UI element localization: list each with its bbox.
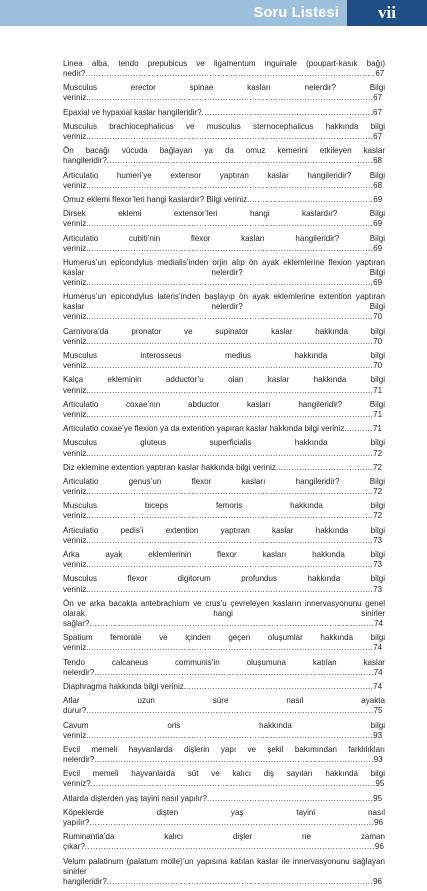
- dot-leader: ..........: [346, 424, 373, 434]
- question-text: Humerus’un epicondylus lateris’inden başlayıp ön ayak eklemlerine extention yaptıran kaslar nelerdir? Bilgi veriniz.: [63, 292, 385, 322]
- dot-leader: .......................................................................: [186, 681, 374, 691]
- question-text: Musculus biceps femoris hakkında bilgi veriniz.: [63, 501, 385, 521]
- page-ref: 69: [373, 278, 383, 288]
- dot-leader: ............................................................................................................: [90, 779, 376, 789]
- question-entry: [63, 721, 385, 741]
- page-ref: 69: [373, 219, 383, 229]
- question-entry: [63, 808, 385, 828]
- question-entry: [63, 424, 385, 434]
- section-title: Soru Listesi: [253, 5, 339, 21]
- dot-leader: ............................................................................................................: [88, 535, 374, 545]
- dot-leader: ............................................................................................................: [88, 584, 374, 594]
- page-number: vii: [347, 0, 427, 26]
- question-entry: [63, 438, 385, 458]
- question-entry: [63, 599, 385, 629]
- question-entry: [63, 501, 385, 521]
- question-text: Articulatio genus’un flexor kasları hangileridir? Bilgi veriniz.: [63, 477, 385, 497]
- question-entry: [63, 794, 385, 804]
- dot-leader: .............................................................................................................: [86, 706, 374, 716]
- question-entry: [63, 59, 385, 79]
- question-entry: [63, 857, 385, 887]
- page-ref: 69: [373, 243, 383, 253]
- question-entry: [63, 696, 385, 716]
- dot-leader: ............................................................................................................: [89, 618, 375, 628]
- dot-leader: ............................................................................................................: [88, 312, 374, 322]
- page-ref: 67: [373, 132, 383, 142]
- question-text: Köpeklerde dişten yaş tayini nasıl yapılır?: [63, 807, 385, 827]
- question-entry: [63, 375, 385, 395]
- dot-leader: ............................................................................................................: [88, 336, 374, 346]
- question-entry: [63, 108, 385, 118]
- dot-leader: ..............................................................................................................: [85, 69, 376, 79]
- question-text: Evcil memeli hayvanlarda süt ve kalıcı diş sayıları hakkında bilgi veriniz?: [63, 769, 385, 789]
- page-ref: 73: [373, 584, 383, 594]
- question-entry: [63, 550, 385, 570]
- dot-leader: ...............................................................: [207, 793, 374, 803]
- question-entry: [63, 658, 385, 678]
- question-text: Articulatio coxae’nın abductor kasları hangileridir? Bilgi veriniz.: [63, 399, 385, 419]
- question-text: Musculus erector spinae kasları nelerdir? Bilgi veriniz.: [63, 83, 385, 103]
- header-bar: [0, 0, 427, 26]
- page-ref: 93: [373, 730, 383, 740]
- question-text: Humerus’un epicondylus medialis’inden orjin alıp ön ayak eklemlerine flexion yaptıran kaslar nelerdir? Bilgi veriniz.: [63, 258, 385, 288]
- page-ref: 74: [373, 643, 383, 653]
- question-text: Articulatio pedis’i extention yaptıran kaslar hakkında bilgi veriniz.: [63, 525, 385, 545]
- question-entry: [63, 574, 385, 594]
- question-text: Ön ve arka bacakta antebrachium ve crus’u çevreleyen kasların innervasyonunu genel olarak hangi sinirler sağlar?: [63, 598, 385, 628]
- dot-leader: ....................................: [278, 462, 374, 472]
- question-entry: [63, 234, 385, 254]
- dot-leader: ............................................................................................................: [88, 511, 374, 521]
- question-entry: [63, 477, 385, 497]
- question-text: Ruminantia’da kalıcı dişler ne zaman çıkar?: [63, 832, 385, 852]
- page-ref: 72: [373, 487, 383, 497]
- page-ref: 69: [373, 195, 383, 205]
- question-text: Tendo calcaneus communis’in oluşumuna katılan kaslar nelerdir?: [63, 657, 385, 677]
- question-list: [63, 59, 385, 891]
- question-text: Kalça ekleminin adductor’u olan kaslar hakkında bilgi veriniz.: [63, 375, 385, 395]
- page-ref: 73: [373, 560, 383, 570]
- page-ref: 95: [373, 793, 383, 803]
- question-entry: [63, 209, 385, 229]
- question-entry: [63, 146, 385, 166]
- question-text: Musculus interosseus medius hakkında bilgi veriniz.: [63, 351, 385, 371]
- page-ref: 67: [373, 107, 382, 117]
- dot-leader: .....................................................................................................: [106, 876, 374, 886]
- dot-leader: ............................................................................................................: [88, 93, 374, 103]
- page-ref: 96: [373, 876, 383, 886]
- question-text: Diz eklemine extention yaptıran kaslar hakkında bilgi veriniz.: [63, 462, 279, 472]
- question-entry: [63, 122, 385, 142]
- question-text: Articulatio coxae’ye flexion ya da extention yapıran kaslar hakkında bilgi veriniz.: [63, 424, 347, 434]
- question-text: Omuz eklemi flexor’leri hangi kaslardır? Bilgi veriniz.: [63, 195, 250, 205]
- question-entry: [63, 400, 385, 420]
- question-text: Articulatio cubiti’nin flexor kasları hangileridir? Bilgi veriniz.: [63, 233, 385, 253]
- question-entry: [63, 258, 385, 288]
- page-ref: 74: [373, 667, 383, 677]
- page-ref: 75: [373, 706, 383, 716]
- page-ref: 72: [373, 462, 382, 472]
- page-ref: 70: [373, 312, 383, 322]
- page-ref: 71: [373, 385, 383, 395]
- page-ref: 70: [373, 336, 383, 346]
- dot-leader: ..........................................................................................................: [94, 754, 374, 764]
- dot-leader: ............................................................................................................: [89, 817, 375, 827]
- question-text: Musculus brachiocephalicus ve musculus sternocephalicus hakkında bilgi veriniz.: [63, 121, 385, 142]
- page-ref: 72: [373, 511, 383, 521]
- dot-leader: .....................................................................................................: [106, 156, 374, 166]
- question-entry: [63, 832, 385, 852]
- page-ref: 67: [375, 69, 385, 79]
- dot-leader: ............................................................................................................: [88, 643, 374, 653]
- question-text: Evcil memeli hayvanlarda dişlerin yapı ve şekil bakımından farklılıkları nelerdir?: [63, 744, 385, 764]
- dot-leader: ............................................................................................................: [88, 132, 374, 142]
- question-text: Cavum oris hakkında bilgi veriniz.: [63, 720, 385, 740]
- dot-leader: ............................................................................................................: [88, 385, 374, 395]
- question-text: Musculus gluteus superficialis hakkında bilgi veriniz.: [63, 438, 385, 458]
- dot-leader: ............................................................................................................: [88, 560, 374, 570]
- page-ref: 96: [374, 842, 384, 852]
- question-text: Diaphragma hakkında bilgi veriniz.: [63, 681, 187, 691]
- question-entry: [63, 292, 385, 322]
- dot-leader: .................................................................: [201, 107, 373, 117]
- dot-leader: ...............................................: [249, 195, 374, 205]
- question-text: Musculus flexor digitorum profundus hakkında bilgi veriniz.: [63, 574, 385, 594]
- question-text: Spatium femorale ve içinden geçen oluşumlar hakkında bilgi veriniz.: [63, 633, 385, 653]
- question-entry: [63, 195, 385, 205]
- page-ref: 70: [373, 361, 383, 371]
- question-entry: [63, 769, 385, 789]
- page-ref: 72: [373, 448, 383, 458]
- page-ref: 96: [374, 817, 383, 827]
- question-entry: [63, 351, 385, 371]
- page-ref: 74: [373, 681, 383, 691]
- question-entry: [63, 526, 385, 546]
- question-text: Atlarda dişlerden yaş tayini nasıl yapılır?: [63, 793, 208, 803]
- page-ref: 71: [372, 424, 382, 434]
- dot-leader: ............................................................................................................: [88, 278, 374, 288]
- dot-leader: ............................................................................................................: [88, 730, 374, 740]
- page-ref: 74: [374, 618, 384, 628]
- page-ref: 93: [373, 754, 383, 764]
- question-entry: [63, 633, 385, 653]
- dot-leader: ............................................................................................................: [88, 487, 374, 497]
- question-text: Articulatio humeri’ye extensor yaptıran kaslar hangileridir? Bilgi veriniz.: [63, 170, 385, 190]
- question-entry: [63, 682, 385, 692]
- dot-leader: ............................................................................................................: [88, 448, 374, 458]
- dot-leader: ............................................................................................................: [88, 409, 374, 419]
- question-text: Ön bacağı vücuda bağlayan ya da omuz kemerini etkileyen kaslar hangileridir?: [63, 146, 385, 166]
- question-entry: [63, 327, 385, 347]
- question-text: Epaxial ve hypaxial kaslar hangileridir?: [63, 107, 202, 117]
- dot-leader: ..........................................................................................................: [94, 667, 374, 677]
- question-text: Atlar uzun süre nasıl ayakta durur?: [63, 696, 385, 716]
- dot-leader: ..............................................................................................................: [84, 842, 375, 852]
- page-ref: 68: [373, 180, 383, 190]
- dot-leader: ............................................................................................................: [88, 361, 374, 371]
- page-ref: 73: [373, 535, 383, 545]
- dot-leader: ............................................................................................................: [88, 180, 374, 190]
- question-text: Carnivora’da pronator ve supinator kaslar hakkında bilgi veriniz.: [63, 326, 385, 346]
- page-ref: 95: [375, 779, 385, 789]
- question-text: Velum palatinum (palatum molle)’un yapısına katılan kaslar ile innervasyonunu sağlayan sinirler hangileridir?: [63, 856, 385, 886]
- question-entry: [63, 83, 385, 103]
- question-entry: [63, 463, 385, 473]
- question-text: Linea alba, tendo prepubicus ve ligamentum inguinale (poupart-kasık bağı) nedir?: [63, 59, 385, 79]
- question-entry: [63, 745, 385, 765]
- page-ref: 71: [373, 409, 383, 419]
- dot-leader: ............................................................................................................: [88, 243, 374, 253]
- page-ref: 68: [373, 156, 383, 166]
- dot-leader: ............................................................................................................: [88, 219, 374, 229]
- question-entry: [63, 171, 385, 191]
- question-text: Arka ayak eklemlerinin flexor kasları hakkında bilgi veriniz.: [63, 550, 385, 570]
- page-ref: 67: [373, 93, 383, 103]
- question-text: Dirsek eklemi extensor’leri hangi kaslardır? Bilgi veriniz.: [63, 209, 385, 229]
